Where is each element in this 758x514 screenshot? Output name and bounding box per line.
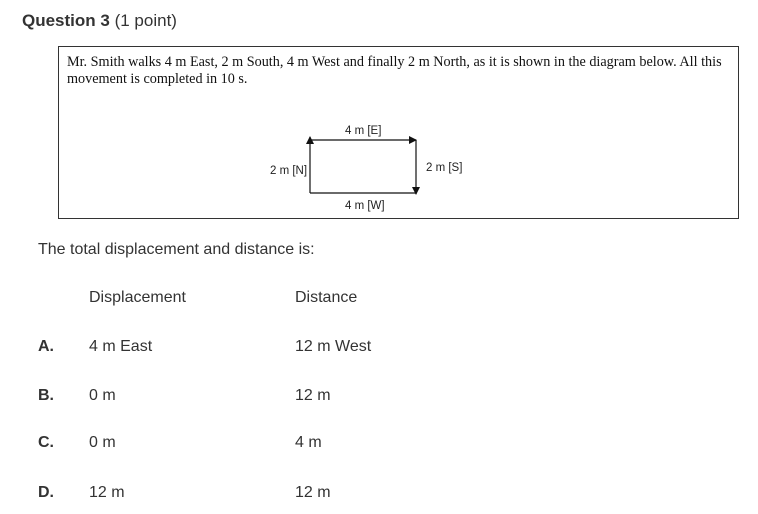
label-top: 4 m [E] bbox=[345, 125, 382, 137]
column-header-distance: Distance bbox=[295, 289, 358, 306]
movement-diagram bbox=[59, 47, 738, 218]
label-right: 2 m [S] bbox=[426, 162, 463, 174]
option-a-letter[interactable]: A. bbox=[38, 338, 54, 355]
label-left: 2 m [N] bbox=[270, 165, 308, 177]
option-d-distance[interactable]: 12 m bbox=[295, 484, 331, 501]
option-b-distance[interactable]: 12 m bbox=[295, 387, 331, 404]
option-c-distance[interactable]: 4 m bbox=[295, 434, 322, 451]
option-a-displacement[interactable]: 4 m East bbox=[89, 338, 153, 355]
option-d-displacement[interactable]: 12 m bbox=[89, 484, 125, 501]
option-a-distance[interactable]: 12 m West bbox=[295, 338, 372, 355]
option-d-letter[interactable]: D. bbox=[38, 484, 54, 501]
question-header bbox=[22, 11, 177, 31]
question-prompt: The total displacement and distance is: bbox=[38, 241, 315, 258]
option-c-displacement[interactable]: 0 m bbox=[89, 434, 116, 451]
option-b-displacement[interactable]: 0 m bbox=[89, 387, 116, 404]
option-b-letter[interactable]: B. bbox=[38, 387, 54, 404]
problem-text: Mr. Smith walks 4 m East, 2 m South, 4 m West and finally 2 m North, as it is shown in the diagram below. All this movement is completed in 10 s. bbox=[67, 54, 722, 87]
problem-box bbox=[58, 46, 739, 219]
question-points: (1 point) bbox=[114, 11, 177, 30]
question-title: Question 3 bbox=[22, 11, 110, 30]
option-c-letter[interactable]: C. bbox=[38, 434, 54, 451]
label-bottom: 4 m [W] bbox=[345, 200, 385, 212]
column-header-displacement: Displacement bbox=[89, 289, 186, 306]
